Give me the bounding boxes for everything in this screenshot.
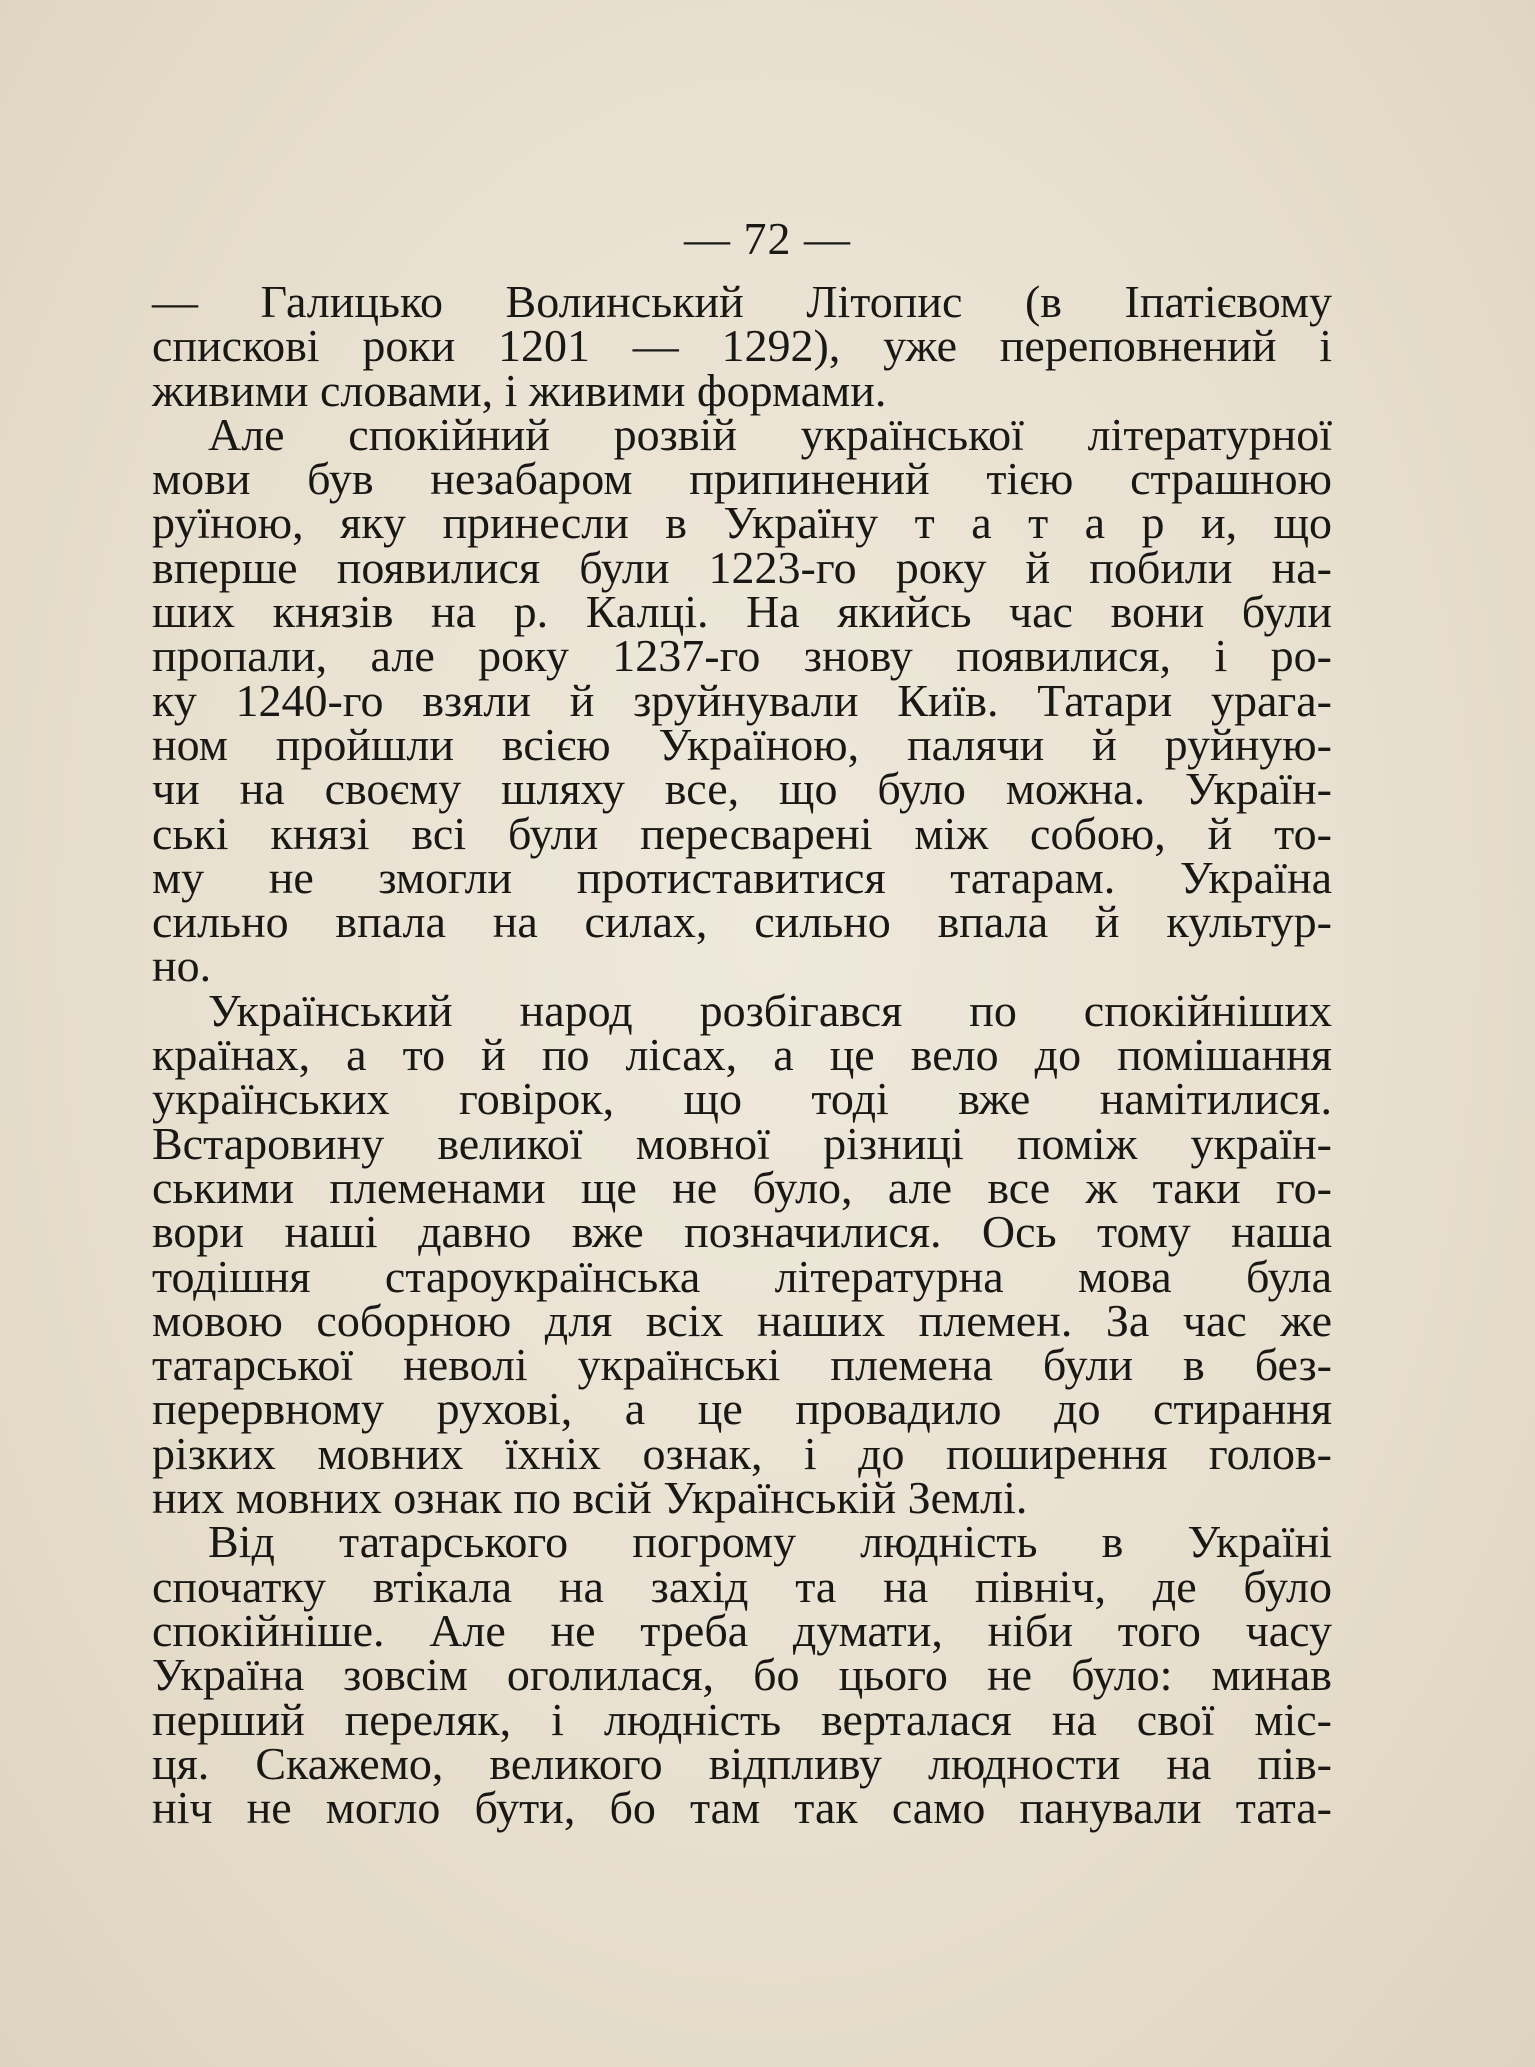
text-line: сильно впала на силах, сильно впала й культур- [152, 896, 1332, 948]
text-line: тодішня староукраїнська літературна мова була [152, 1250, 1332, 1302]
text-line: ку 1240-го взяли й зруйнували Київ. Татари урага- [152, 674, 1332, 726]
text-line: ніч не могло бути, бо там так само панували тата- [152, 1782, 1332, 1834]
text-line: ські князі всі були пересварені між собою, й то- [152, 807, 1332, 859]
text-line: пропали, але року 1237-го знову появилися, і ро- [152, 630, 1332, 682]
text-line: живими словами, і живими формами. [152, 364, 887, 416]
text-line: но. [152, 940, 212, 992]
text-line: спокійніше. Але не треба думати, ніби того часу [152, 1604, 1332, 1656]
text-line: ця. Скажемо, великого відпливу людности на пів- [152, 1737, 1332, 1789]
text-line: вори наші давно вже позначилися. Ось тому наша [152, 1206, 1332, 1258]
text-line: Український народ розбігався по спокійніших [208, 984, 1332, 1036]
text-line: українських говірок, що тоді вже намітилися. [152, 1073, 1332, 1125]
text-line: вперше появилися були 1223-го року й побили на- [152, 541, 1332, 593]
text-line: перший переляк, і людність верталася на свої міс- [152, 1693, 1332, 1745]
page-number: — 72 — [684, 213, 851, 264]
text-line: спочатку втікала на захід та на північ, де було [152, 1560, 1332, 1612]
text-line: мовою соборною для всіх наших племен. За час же [152, 1294, 1332, 1346]
text-line: ших князів на р. Калці. На якийсь час вони були [152, 586, 1332, 638]
text-line: перервному рухові, а це провадило до стирання [152, 1383, 1332, 1435]
text-line: ськими племенами ще не було, але все ж таки го- [152, 1161, 1332, 1213]
text-line: різких мовних їхніх ознак, і до поширення голов- [152, 1427, 1332, 1479]
text-line: спискові роки 1201 — 1292), уже переповнений і [152, 320, 1332, 372]
text-line: Встаровину великої мовної різниці поміж україн- [152, 1117, 1332, 1169]
text-line: Але спокійний розвій української літературної [208, 408, 1332, 460]
text-line: мови був незабаром припинений тією страшною [152, 453, 1332, 505]
text-line: чи на своєму шляху все, що було можна. Україн- [152, 763, 1332, 815]
text-line: них мовних ознак по всій Українській Землі. [152, 1472, 1028, 1524]
text-line: країнах, а то й по лісах, а це вело до помішання [152, 1029, 1332, 1081]
text-line: Україна зовсім оголилася, бо цього не було: минав [152, 1649, 1332, 1701]
text-line: му не змогли протиставитися татарам. Україна [152, 851, 1332, 903]
body-text [152, 276, 1332, 1834]
text-line: руїною, яку принесли в Україну т а т а р и, що [152, 497, 1332, 549]
text-line: Від татарського погрому людність в Україні [208, 1516, 1332, 1568]
text-line: — Галицько Волинський Літопис (в Іпатієвому [152, 276, 1332, 327]
text-line: татарської неволі українські племена були в без- [152, 1339, 1332, 1391]
text-line: ном пройшли всією Україною, палячи й руйную- [152, 718, 1332, 770]
